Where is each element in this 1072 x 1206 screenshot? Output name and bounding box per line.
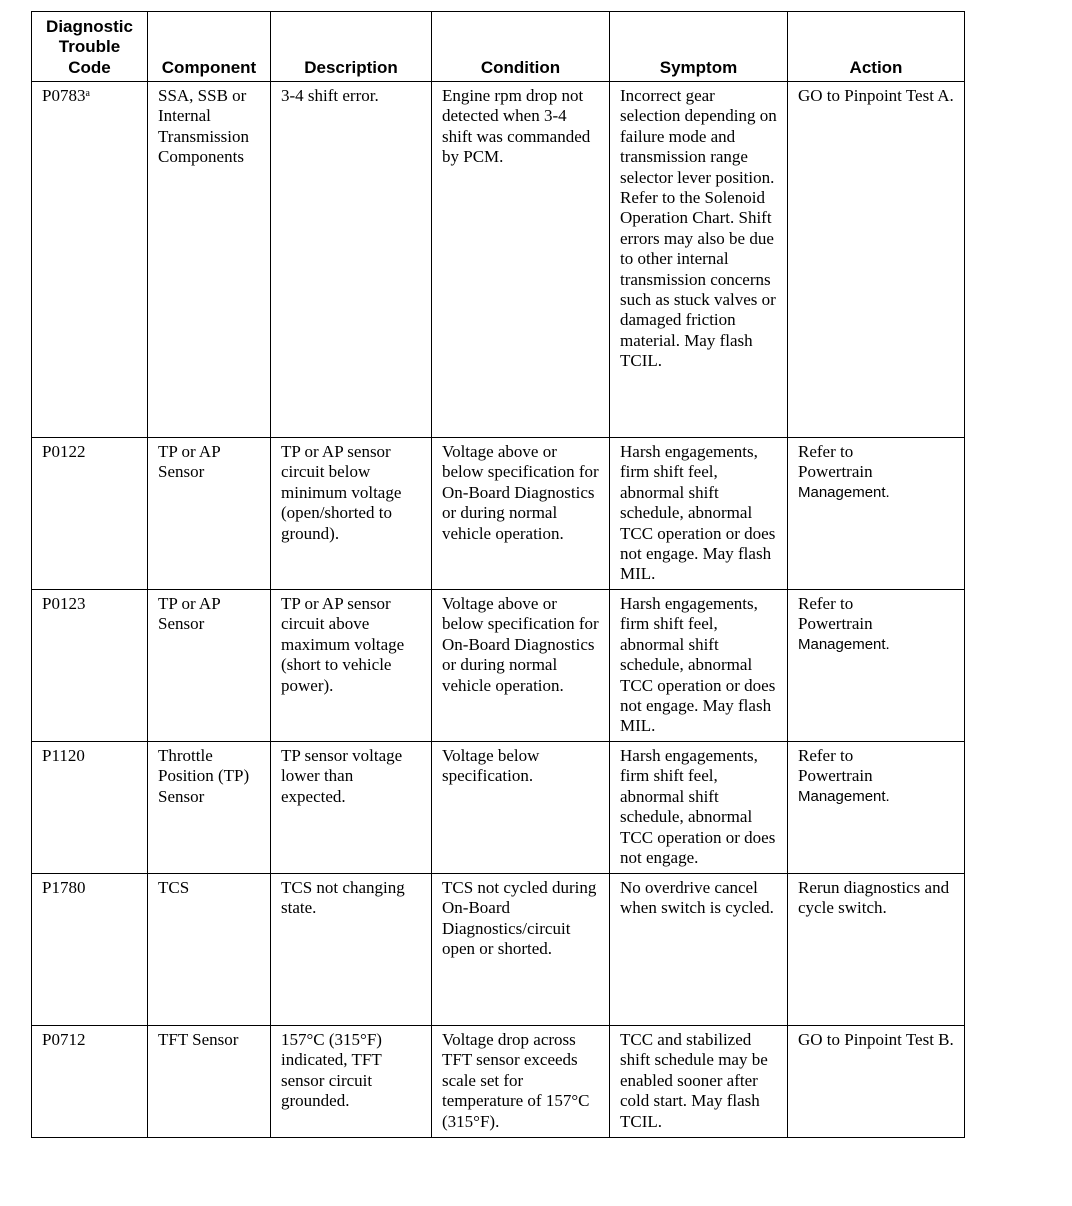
table-row [32,874,965,1026]
description-cell: 3-4 shift error. [271,82,432,438]
component-cell: SSA, SSB or Internal Transmission Components [148,82,271,438]
table-row [32,590,965,742]
action-line: Powertrain [798,766,873,786]
table-row [32,742,965,874]
description-cell: TP or AP sensor circuit above maximum voltage (short to vehicle power). [271,590,432,742]
header-action: Action [788,12,965,82]
table-row [32,82,965,438]
action-cell: GO to Pinpoint Test A. [788,82,965,438]
table-row [32,1026,965,1138]
header-component: Component [148,12,271,82]
symptom-cell: Harsh engagements, firm shift feel, abnormal shift schedule, abnormal TCC operation or does not engage. [610,742,788,874]
action-line: Refer to [798,594,854,613]
symptom-cell: Incorrect gear selection depending on failure mode and transmission range selector lever position. Refer to the Solenoid Operation Chart. Shift errors may also be due to other internal transmission concerns such as stuck valves or damaged friction material. May flash TCIL. [610,82,788,438]
code-cell: P1120 [32,742,148,874]
symptom-cell: Harsh engagements, firm shift feel, abnormal shift schedule, abnormal TCC operation or does not engage. May flash MIL. [610,590,788,742]
header-description: Description [271,12,432,82]
header-row [32,12,965,82]
header-code: Diagnostic Trouble Code [32,12,148,82]
code-cell: P0712 [32,1026,148,1138]
code-cell: P0123 [32,590,148,742]
component-cell: TP or AP Sensor [148,438,271,590]
table-row [32,438,965,590]
action-cell [788,590,965,742]
component-cell: TFT Sensor [148,1026,271,1138]
action-cell: GO to Pinpoint Test B. [788,1026,965,1138]
condition-cell: Voltage above or below specification for On-Board Diagnostics or during normal vehicle operation. [432,590,610,742]
component-cell: Throttle Position (TP) Sensor [148,742,271,874]
symptom-cell: TCC and stabilized shift schedule may be enabled sooner after cold start. May flash TCIL. [610,1026,788,1138]
code-cell [32,82,148,438]
footnote-marker: a [85,88,90,99]
description-cell: TP or AP sensor circuit below minimum voltage (open/shorted to ground). [271,438,432,590]
description-cell: 157°C (315°F) indicated, TFT sensor circuit grounded. [271,1026,432,1138]
component-cell: TCS [148,874,271,1026]
action-line: Powertrain [798,462,873,482]
description-cell: TP sensor voltage lower than expected. [271,742,432,874]
action-cell [788,438,965,590]
component-cell: TP or AP Sensor [148,590,271,742]
header-symptom: Symptom [610,12,788,82]
action-cell [788,742,965,874]
code-cell: P1780 [32,874,148,1026]
dtc-table [31,11,965,1138]
action-line: Management. [798,635,890,653]
description-cell: TCS not changing state. [271,874,432,1026]
code-cell: P0122 [32,438,148,590]
action-line: Management. [798,787,890,805]
condition-cell: Voltage below specification. [432,742,610,874]
action-line: Powertrain [798,614,873,634]
action-line: Management. [798,483,890,501]
condition-cell: Voltage drop across TFT sensor exceeds scale set for temperature of 157°C (315°F). [432,1026,610,1138]
condition-cell: Voltage above or below specification for On-Board Diagnostics or during normal vehicle operation. [432,438,610,590]
symptom-cell: Harsh engagements, firm shift feel, abnormal shift schedule, abnormal TCC operation or does not engage. May flash MIL. [610,438,788,590]
condition-cell: Engine rpm drop not detected when 3-4 shift was commanded by PCM. [432,82,610,438]
header-condition: Condition [432,12,610,82]
action-line: Refer to [798,746,854,765]
action-line: Refer to [798,442,854,461]
symptom-cell: No overdrive cancel when switch is cycled. [610,874,788,1026]
code-value: P0783 [42,86,86,105]
action-cell: Rerun diagnostics and cycle switch. [788,874,965,1026]
condition-cell: TCS not cycled during On-Board Diagnostics/circuit open or shorted. [432,874,610,1026]
